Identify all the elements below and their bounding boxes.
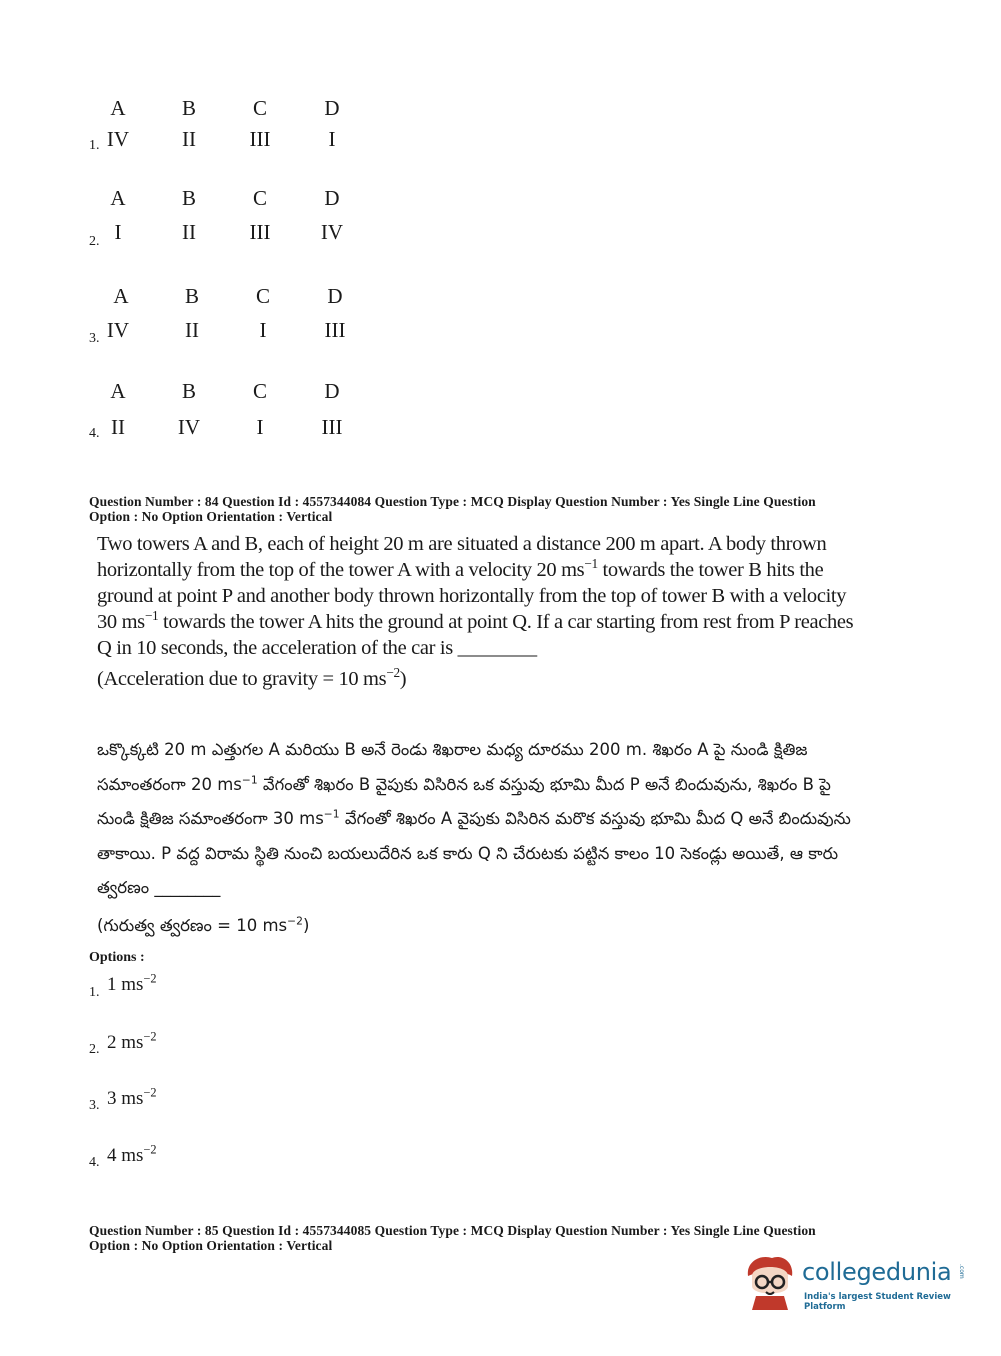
telugu-gravity-close: ) bbox=[302, 915, 310, 935]
header-d: D bbox=[324, 186, 340, 210]
value-c: I bbox=[259, 318, 267, 342]
logo-suffix: .com bbox=[958, 1264, 965, 1279]
value-c: III bbox=[249, 127, 271, 151]
value-d: I bbox=[328, 127, 336, 151]
header-b: B bbox=[181, 96, 196, 120]
telugu-gravity-note bbox=[97, 909, 867, 944]
value-a: IV bbox=[106, 318, 130, 342]
option-value bbox=[107, 971, 157, 996]
value-b: II bbox=[185, 318, 199, 342]
option-number: 3. bbox=[89, 331, 100, 346]
option-number: 1. bbox=[89, 985, 100, 1000]
telugu-text-1: ఒక్కొక్కటి 20 m ఎత్తుగల A మరియు B అనే రెండు శిఖరాల మధ్య దూరము 200 m. శిఖరం A పై నుండి క్షితిజ సమాంతరంగా 20 ms bbox=[97, 740, 808, 794]
option-value-text: 2 ms bbox=[107, 1032, 144, 1053]
meta-line-2: Option : No Option Orientation : Vertical bbox=[89, 1238, 333, 1253]
value-b: II bbox=[182, 127, 196, 151]
question-telugu-body bbox=[97, 733, 867, 906]
header-a: A bbox=[110, 96, 126, 120]
header-d: D bbox=[324, 379, 340, 403]
value-b: II bbox=[182, 220, 196, 244]
meta-line-1: Question Number : 85 Question Id : 4557344085 Question Type : MCQ Display Question Number : Yes Single Line Question bbox=[89, 1223, 816, 1238]
value-a: IV bbox=[106, 127, 130, 151]
value-c: III bbox=[249, 220, 271, 244]
option-number: 3. bbox=[89, 1098, 100, 1113]
logo-wordmark: collegedunia bbox=[802, 1258, 952, 1286]
english-sup-1: −1 bbox=[584, 556, 598, 572]
english-sup-2: −1 bbox=[144, 608, 159, 624]
question-84-english bbox=[97, 531, 867, 692]
option-number: 4. bbox=[89, 1155, 100, 1170]
option-value-sup: −2 bbox=[143, 1029, 157, 1044]
option-number: 2. bbox=[89, 1042, 100, 1057]
value-c: I bbox=[256, 415, 264, 439]
english-gravity-sup: −2 bbox=[386, 665, 400, 681]
meta-line-2: Option : No Option Orientation : Vertical bbox=[89, 509, 333, 524]
header-a: A bbox=[110, 379, 126, 403]
option-value bbox=[107, 1029, 157, 1054]
telugu-gravity-sup: −2 bbox=[287, 914, 303, 927]
option-number: 2. bbox=[89, 234, 100, 249]
collegedunia-logo[interactable] bbox=[742, 1252, 972, 1312]
mascot-icon bbox=[742, 1252, 800, 1310]
english-text-3: towards the tower A hits the ground at point Q. If a car starting from rest from P reaches Q in 10 seconds, the acceleration of the car is ________ bbox=[97, 611, 854, 659]
header-b: B bbox=[181, 186, 196, 210]
meta-line-1: Question Number : 84 Question Id : 4557344084 Question Type : MCQ Display Question Number : Yes Single Line Question bbox=[89, 494, 816, 509]
header-d: D bbox=[324, 96, 340, 120]
option-value bbox=[107, 1142, 157, 1167]
value-d: III bbox=[321, 415, 343, 439]
english-text-2: towards the tower B hits the ground at point P and another body thrown horizontally from the top of tower B with a velocity 30 ms bbox=[97, 559, 847, 633]
telugu-gravity-text: (గురుత్వ త్వరణం = 10 ms bbox=[97, 915, 288, 935]
option-value-text: 3 ms bbox=[107, 1088, 144, 1109]
question-english-body bbox=[97, 531, 867, 661]
value-b: IV bbox=[177, 415, 201, 439]
header-c: C bbox=[252, 96, 267, 120]
header-d: D bbox=[327, 284, 343, 308]
question-85-meta bbox=[89, 1223, 909, 1253]
logo-tagline: India's largest Student Review Platform bbox=[804, 1292, 951, 1312]
header-b: B bbox=[184, 284, 199, 308]
options-label: Options : bbox=[89, 950, 145, 965]
option-number: 1. bbox=[89, 138, 100, 153]
option-value-sup: −2 bbox=[143, 1142, 157, 1157]
english-gravity-text: (Acceleration due to gravity = 10 ms bbox=[97, 668, 387, 690]
english-gravity-note bbox=[97, 666, 867, 692]
telugu-sup-2: −1 bbox=[323, 807, 340, 821]
telugu-text-2: వేగంతో శిఖరం B వైపుకు విసిరిన ఒక వస్తువు భూమి మీద P అనే బిందువును, శిఖరం B పై నుండి క్షితిజ సమాంతరంగా 30 ms bbox=[97, 774, 831, 828]
option-value-text: 4 ms bbox=[107, 1145, 144, 1166]
option-value-text: 1 ms bbox=[107, 974, 144, 995]
header-c: C bbox=[252, 186, 267, 210]
option-value bbox=[107, 1085, 157, 1110]
value-d: III bbox=[324, 318, 346, 342]
question-84-meta bbox=[89, 494, 909, 524]
option-number: 4. bbox=[89, 426, 100, 441]
value-a: I bbox=[114, 220, 122, 244]
header-a: A bbox=[110, 186, 126, 210]
header-b: B bbox=[181, 379, 196, 403]
telugu-sup-1: −1 bbox=[241, 773, 258, 786]
value-a: II bbox=[111, 415, 125, 439]
telugu-text-3: వేగంతో శిఖరం A వైపుకు విసిరిన మరొక వస్తువు భూమి మీద Q అనే బిందువును తాకాయి. P వద్ద విరామ స్థితి నుంచి బయలుదేరిన ఒక కారు Q ని చేరుటకు పట్టిన కాలం 10 సెకండ్లు అయితే, ఆ కారు త్వరణం ________ bbox=[97, 809, 851, 897]
value-d: IV bbox=[320, 220, 344, 244]
header-a: A bbox=[113, 284, 129, 308]
english-text-1: Two towers A and B, each of height 20 m are situated a distance 200 m apart. A body thrown horizontally from the top of the tower A with a velocity 20 ms bbox=[97, 533, 827, 581]
option-value-sup: −2 bbox=[143, 1085, 157, 1100]
header-c: C bbox=[255, 284, 270, 308]
option-value-sup: −2 bbox=[143, 971, 157, 986]
question-84-telugu bbox=[97, 733, 867, 943]
english-gravity-close: ) bbox=[399, 668, 407, 690]
header-c: C bbox=[252, 379, 267, 403]
